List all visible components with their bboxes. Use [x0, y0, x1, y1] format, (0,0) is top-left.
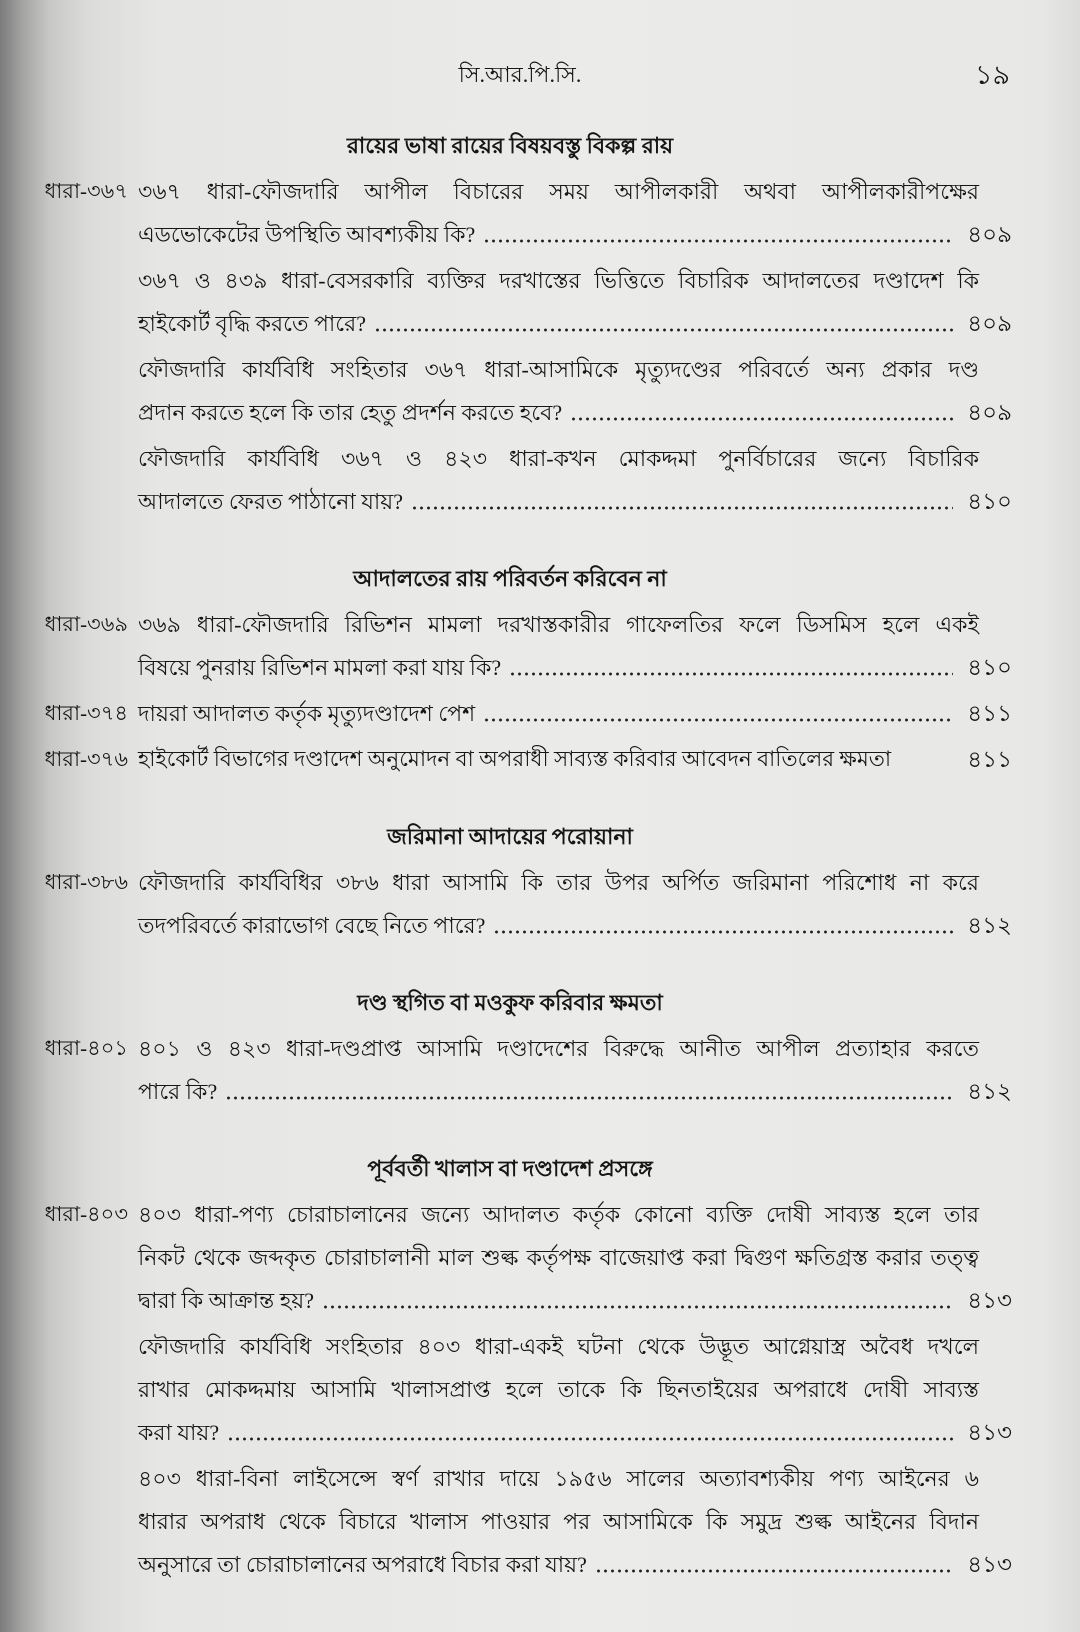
- index-entry: [44, 692, 1012, 735]
- dotted-leader: [322, 1279, 953, 1322]
- entry-line: [138, 1236, 980, 1279]
- page-ref: ৪১২: [967, 1079, 1012, 1104]
- page-ref: ৪১৩: [967, 1552, 1012, 1577]
- dotted-leader: [595, 1543, 953, 1586]
- entry-text: বিষয়ে পুনরায় রিভিশন মামলা করা যায় কি?: [138, 655, 502, 680]
- entry-line-last: [138, 213, 1012, 256]
- entry-text: দায়রা আদালত কর্তৃক মৃত্যুদণ্ডাদেশ পেশ: [138, 701, 476, 726]
- section-label: ধারা-৩৬৯: [44, 612, 128, 636]
- entry-text: হাইকোর্ট বৃদ্ধি করতে পারে?: [138, 311, 367, 336]
- entry-text: হাইকোর্ট বিভাগের দণ্ডাদেশ অনুমোদন বা অপরাধী সাব্যস্ত করিবার আবেদন বাতিলের ক্ষমতা: [138, 747, 892, 771]
- entry-line-last: [138, 646, 1012, 689]
- index-entry: [138, 259, 1012, 345]
- index-entry: [44, 1193, 1012, 1322]
- dotted-leader: [374, 302, 953, 345]
- page-ref: ৪১০: [967, 489, 1012, 514]
- index-entry: [44, 861, 1012, 947]
- dotted-leader: [483, 213, 953, 256]
- page-ref: ৪১৩: [967, 1420, 1012, 1445]
- section-heading: জরিমানা আদায়ের পরোয়ানা: [387, 824, 633, 849]
- entry-line-last: [138, 692, 1012, 735]
- index-entry: [138, 437, 1012, 523]
- entry-text: তদপরিবর্তে কারাভোগ বেছে নিতে পারে?: [138, 913, 486, 938]
- entry-line: [138, 1193, 980, 1236]
- section-label: ধারা-৩৭৪: [44, 701, 128, 725]
- entry-text: ৩৬৯ ধারা-ফৌজদারি রিভিশন মামলা দরখাস্তকারীর গাফেলতির ফলে ডিসমিস হলে একই: [138, 612, 979, 637]
- section-heading: পূর্ববর্তী খালাস বা দণ্ডাদেশ প্রসঙ্গে: [367, 1156, 653, 1181]
- page-number: ১৯: [974, 60, 1010, 90]
- section-heading: রায়ের ভাষা রায়ের বিষয়বস্তু বিকল্প রায়: [346, 133, 674, 158]
- entry-text: ৪০৩ ধারা-পণ্য চোরাচালানের জন্যে আদালত কর্তৃক কোনো ব্যক্তি দোষী সাব্যস্ত হলে তার: [138, 1202, 979, 1227]
- entry-line: [138, 1457, 980, 1500]
- dotted-leader: [509, 646, 953, 689]
- entry-text: ফৌজদারি কার্যবিধি সংহিতার ৩৬৭ ধারা-আসামিকে মৃত্যুদণ্ডের পরিবর্তে অন্য প্রকার দণ্ড: [138, 357, 979, 382]
- page-ref: ৪০৯: [967, 222, 1012, 247]
- entry-line: [138, 437, 980, 480]
- dotted-leader: [570, 391, 953, 434]
- dotted-leader: [493, 904, 953, 947]
- entry-text: পারে কি?: [138, 1079, 218, 1104]
- dotted-leader: [227, 1411, 953, 1454]
- page-ref: ৪১৩: [967, 1288, 1012, 1313]
- section-label: ধারা-৪০৩: [44, 1202, 128, 1226]
- index-section: [44, 557, 1012, 781]
- entry-text: ফৌজদারি কার্যবিধি ৩৬৭ ও ৪২৩ ধারা-কখন মোকদ্দমা পুনর্বিচারের জন্যে বিচারিক: [138, 446, 979, 471]
- entry-line: [138, 1325, 980, 1368]
- entry-line-last: [138, 1070, 1012, 1113]
- entry-line-last: [138, 738, 1012, 781]
- dotted-leader: [411, 480, 953, 523]
- entry-text: ৩৬৭ ও ৪৩৯ ধারা-বেসরকারি ব্যক্তির দরখাস্তের ভিত্তিতে বিচারিক আদালতের দণ্ডাদেশ কি: [138, 268, 979, 293]
- entry-line-last: [138, 391, 1012, 434]
- entry-text: রাখার মোকদ্দমায় আসামি খালাসপ্রাপ্ত হলে তাকে কি ছিনতাইয়ের অপরাধে দোষী সাব্যস্ত: [138, 1377, 979, 1402]
- entry-text: নিকট থেকে জব্দকৃত চোরাচালানী মাল শুল্ক কর্তৃপক্ষ বাজেয়াপ্ত করা দ্বিগুণ ক্ষতিগ্রস্ত করার তত্ত্ব: [138, 1245, 979, 1270]
- index-section: [44, 124, 1012, 523]
- page-ref: ৪০৯: [967, 400, 1012, 425]
- entry-line: [138, 861, 980, 904]
- running-title: সি.আর.পি.সি.: [458, 62, 582, 87]
- entry-text: ফৌজদারি কার্যবিধির ৩৮৬ ধারা আসামি কি তার উপর অর্পিত জরিমানা পরিশোধ না করে: [138, 870, 979, 895]
- index-content: [44, 124, 1012, 1589]
- entry-line: [138, 259, 980, 302]
- entry-text: করা যায়?: [138, 1420, 220, 1445]
- dotted-leader: [225, 1070, 953, 1113]
- dotted-leader: [483, 692, 953, 735]
- section-heading: দণ্ড স্থগিত বা মওকুফ করিবার ক্ষমতা: [357, 990, 663, 1015]
- section-label: ধারা-৩৬৭: [44, 179, 128, 203]
- entry-text: প্রদান করতে হলে কি তার হেতু প্রদর্শন করতে হবে?: [138, 400, 563, 425]
- section-label: ধারা-৪০১: [44, 1036, 128, 1060]
- entry-line-last: [138, 1411, 1012, 1454]
- index-entry: [44, 1027, 1012, 1113]
- entry-text: ৪০৩ ধারা-বিনা লাইসেন্সে স্বর্ণ রাখার দায়ে ১৯৫৬ সালের অত্যাবশ্যকীয় পণ্য আইনের ৬: [138, 1466, 979, 1491]
- page-ref: ৪১০: [967, 655, 1012, 680]
- page-ref: ৪০৯: [967, 311, 1012, 336]
- entry-text: অনুসারে তা চোরাচালানের অপরাধে বিচার করা যায়?: [138, 1552, 587, 1577]
- entry-line-last: [138, 1543, 1012, 1586]
- section-label: ধারা-৩৮৬: [44, 870, 128, 894]
- entry-line: [138, 1027, 980, 1070]
- entry-line-last: [138, 480, 1012, 523]
- index-entry: [138, 1325, 1012, 1454]
- entry-text: ৩৬৭ ধারা-ফৌজদারি আপীল বিচারের সময় আপীলকারী অথবা আপীলকারীপক্ষের: [138, 179, 979, 204]
- entry-line: [138, 1500, 980, 1543]
- index-entry: [138, 1457, 1012, 1586]
- page-ref: ৪১২: [967, 913, 1012, 938]
- index-entry: [44, 738, 1012, 781]
- entry-line: [138, 170, 980, 213]
- entry-text: এডভোকেটের উপস্থিতি আবশ্যকীয় কি?: [138, 222, 476, 247]
- index-entry: [44, 603, 1012, 689]
- entry-text: আদালতে ফেরত পাঠানো যায়?: [138, 489, 404, 514]
- page-header: [0, 55, 1080, 95]
- entry-text: ফৌজদারি কার্যবিধি সংহিতার ৪০৩ ধারা-একই ঘটনা থেকে উদ্ভূত আগ্নেয়াস্ত্র অবৈধ দখলে: [138, 1334, 979, 1359]
- index-entry: [138, 348, 1012, 434]
- entry-line: [138, 1368, 980, 1411]
- entry-text: দ্বারা কি আক্রান্ত হয়?: [138, 1288, 315, 1313]
- entry-line: [138, 348, 980, 391]
- index-entry: [44, 170, 1012, 256]
- index-section: [44, 1147, 1012, 1586]
- page-ref: ৪১১: [967, 701, 1012, 726]
- page-ref: ৪১১: [967, 747, 1012, 772]
- section-label: ধারা-৩৭৬: [44, 747, 128, 771]
- entry-text: ধারার অপরাধ থেকে বিচারে খালাস পাওয়ার পর আসামিকে কি সমুদ্র শুল্ক আইনের বিদান: [138, 1509, 979, 1534]
- entry-line-last: [138, 904, 1012, 947]
- leader-space: [899, 738, 953, 781]
- entry-line-last: [138, 1279, 1012, 1322]
- entry-text: ৪০১ ও ৪২৩ ধারা-দণ্ডপ্রাপ্ত আসামি দণ্ডাদেশের বিরুদ্ধে আনীত আপীল প্রত্যাহার করতে: [138, 1036, 979, 1061]
- index-section: [44, 815, 1012, 947]
- entry-line: [138, 603, 980, 646]
- index-section: [44, 981, 1012, 1113]
- section-heading: আদালতের রায় পরিবর্তন করিবেন না: [353, 566, 667, 591]
- entry-line-last: [138, 302, 1012, 345]
